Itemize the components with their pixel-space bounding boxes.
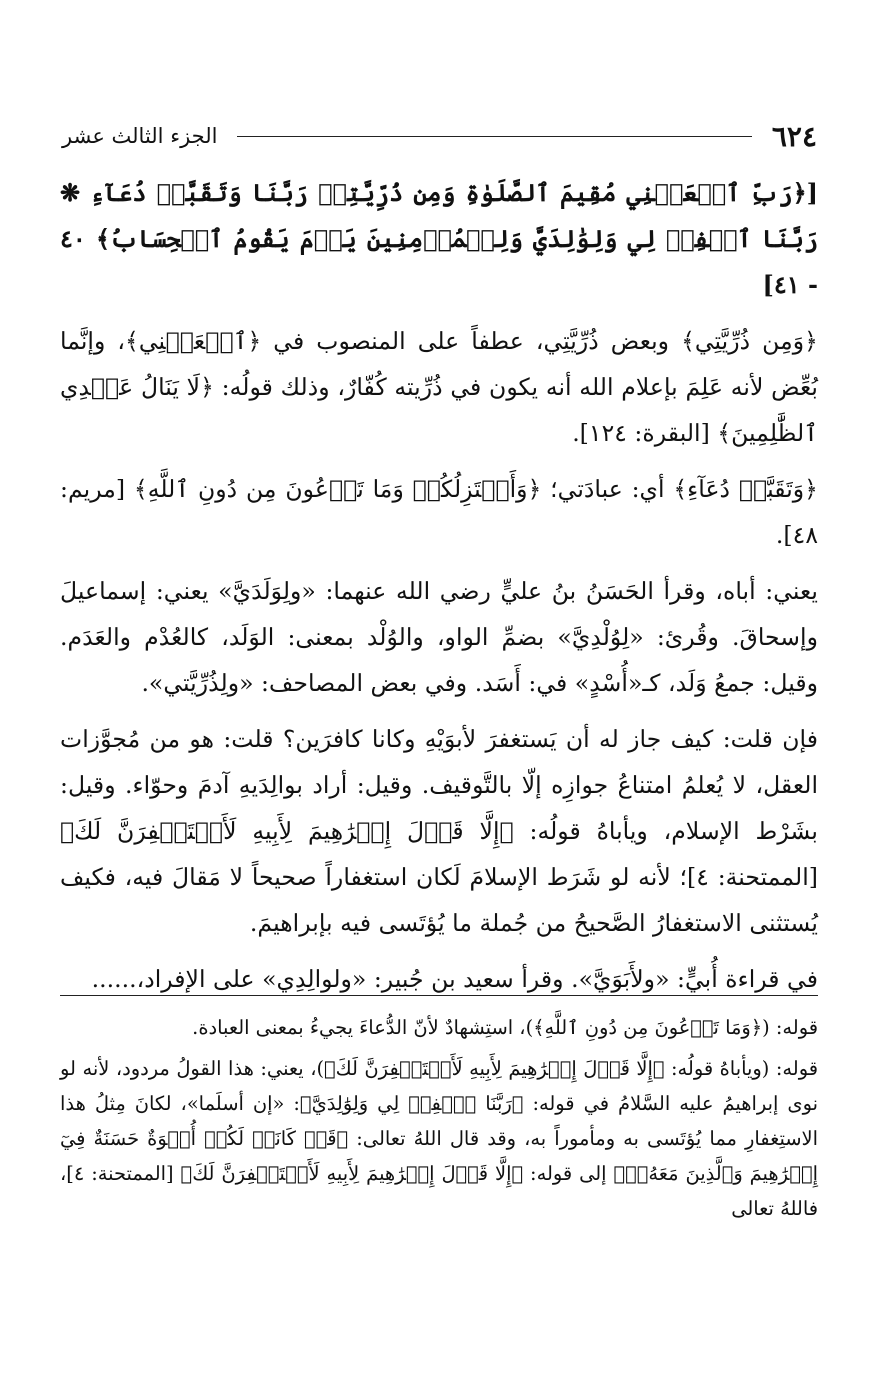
footnote-1: قوله: (﴿وَمَا تَدۡعُونَ مِن دُونِ ٱللَّهِ﴾)، استِشهادٌ لأنّ الدُّعاءَ يجيءُ بمعنى العبادة. bbox=[192, 1016, 818, 1039]
main-text bbox=[60, 170, 818, 1012]
running-title: الجزء الثالث عشر bbox=[62, 124, 218, 148]
commentary-paragraph-5: في قراءة أُبيٍّ: «ولأَبَوَيَّ». وقرأ سعيد بن جُبير: «ولوالِدِي» على الإفراد،...... bbox=[91, 965, 818, 993]
footnote-2: قوله: (ويأباهُ قولُه: ﴿إِلَّا قَوۡلَ إِبۡرَٰهِيمَ لِأَبِيهِ لَأَسۡتَغۡفِرَنَّ لَكَ﴾)، يعني: هذا القولُ مردود، لأنه لو نوى إبراهيمُ عليه السَّلامُ في قوله: ﴿رَبَّنَا ٱغۡفِرۡ لِي وَلِوَٰلِدَيَّ﴾: «إن أسلَما»، لكانَ مِثلُ هذا الاستِغفارِ مما يُؤتَسى به ومأموراً به، وقد قال اللهُ تعالى: ﴿قَدۡ كَانَتۡ لَكُمۡ أُسۡوَةٌ حَسَنَةٌ فِيٓ إِبۡرَٰهِيمَ وَٱلَّذِينَ مَعَهُۥٓ﴾ إلى قوله: ﴿إِلَّا قَوۡلَ إِبۡرَٰهِيمَ لِأَبِيهِ لَأَسۡتَغۡفِرَنَّ لَكَ﴾ [الممتحنة: ٤]، فاللهُ تعالى bbox=[60, 1057, 818, 1220]
quran-verse-block: [﴿رَبِّ ٱجۡعَلۡنِي مُقِيمَ ٱلصَّلَوٰةِ وَمِن ذُرِّيَّتِيۚ رَبَّنَا وَتَقَبَّلۡ دُعَآءِ ❋ رَبَّنَا ٱغۡفِرۡ لِي وَلِوَٰلِدَيَّ وَلِلۡمُؤۡمِنِينَ يَوۡمَ يَقُومُ ٱلۡحِسَابُ﴾ ٤٠ - ٤١] bbox=[60, 178, 818, 299]
commentary-paragraph-1: ﴿وَمِن ذُرِّيَّتِي﴾ وبعض ذُرِّيَّتِي، عطفاً على المنصوب في ﴿ٱجۡعَلۡنِي﴾، وإنَّما بُعِّض لأنه عَلِمَ بإعلام الله أنه يكون في ذُرِّيته كُفّارٌ، وذلك قولُه: ﴿لَا يَنَالُ عَهۡدِي ٱلظَّٰلِمِينَ﴾ [البقرة: ١٢٤]. bbox=[60, 327, 818, 447]
commentary-paragraph-3: يعني: أباه، وقرأ الحَسَنُ بنُ عليٍّ رضي الله عنهما: «ولِوَلَدَيَّ» يعني: إسماعيلَ وإسحاقَ. وقُرئ: «لِوُلْدِيَّ» بضمِّ الواو، والوُلْد بمعنى: الوَلَد، كالعُدْم والعَدَم. وقيل: جمعُ وَلَد، كـ«أُسْدٍ» في: أَسَد. وفي بعض المصاحف: «ولِذُرِّيَّتي». bbox=[60, 577, 818, 697]
page-number: ٦٢٤ bbox=[771, 119, 817, 153]
footnote-divider bbox=[60, 995, 818, 996]
footnotes bbox=[60, 1010, 818, 1232]
commentary-paragraph-4: فإن قلت: كيف جاز له أن يَستغفرَ لأبوَيْهِ وكانا كافرَين؟ قلت: هو من مُجوَّزات العقل، لا يُعلمُ امتناعُ جوازِه إلّا بالتَّوقيف. وقيل: أراد بوالِدَيهِ آدمَ وحوّاء. وقيل: بشَرْط الإسلام، ويأباهُ قولُه: ﴿إِلَّا قَوۡلَ إِبۡرَٰهِيمَ لِأَبِيهِ لَأَسۡتَغۡفِرَنَّ لَكَ﴾ [الممتحنة: ٤]؛ لأنه لو شَرَط الإسلامَ لَكان استغفاراً صحيحاً لا مَقالَ فيه، فكيف يُستثنى الاستغفارُ الصَّحيحُ من جُملة ما يُؤتَسى فيه بإبراهيمَ. bbox=[60, 725, 819, 937]
commentary-paragraph-2: ﴿وَتَقَبَّلۡ دُعَآءِ﴾ أي: عبادَتي؛ ﴿وَأَعۡتَزِلُكُمۡ وَمَا تَدۡعُونَ مِن دُونِ ٱللَّهِ﴾ [مريم: ٤٨]. bbox=[60, 475, 818, 549]
header-rule bbox=[237, 136, 751, 137]
page-header bbox=[62, 118, 817, 154]
